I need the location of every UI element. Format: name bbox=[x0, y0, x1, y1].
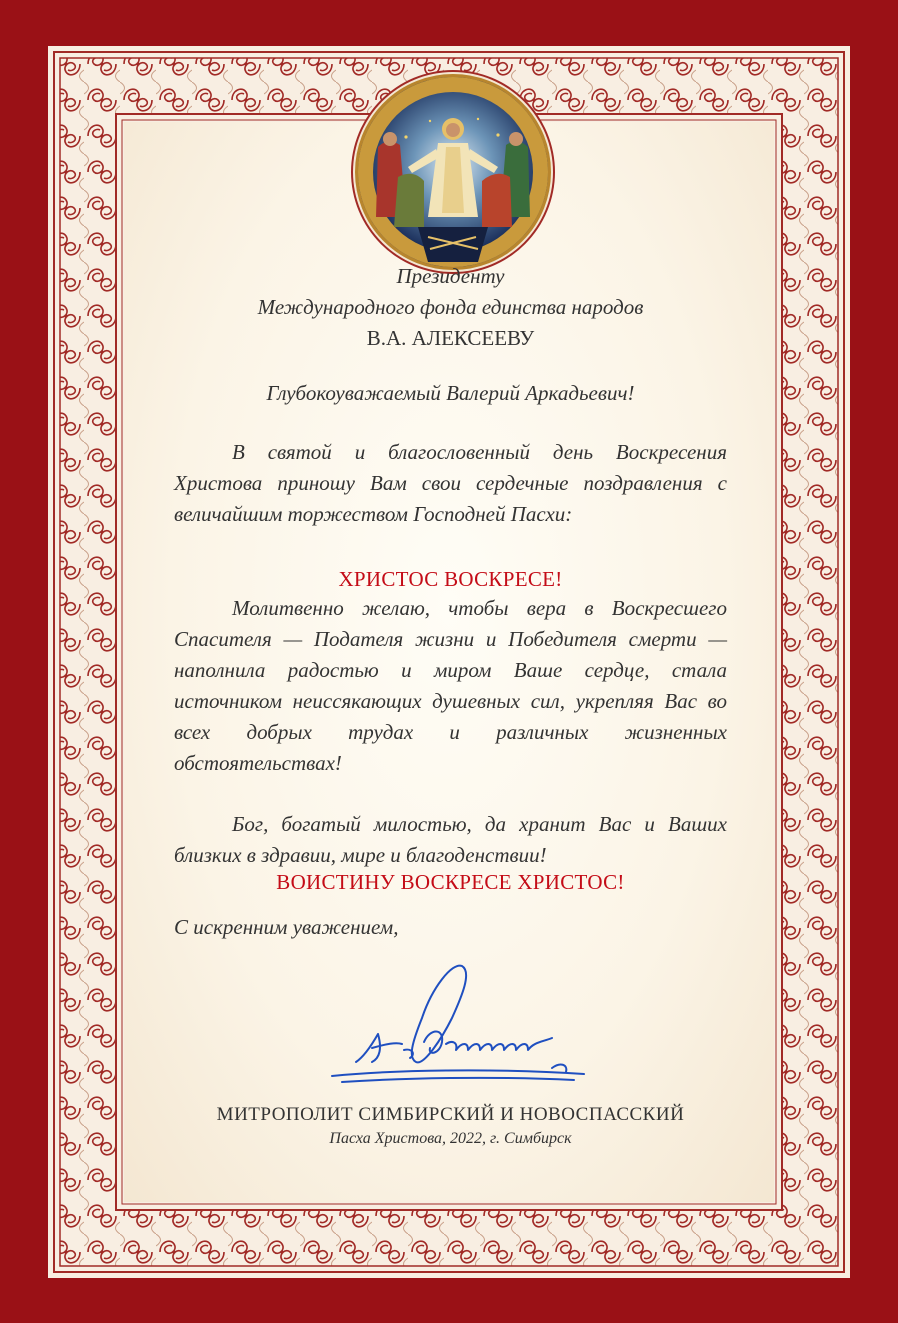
addressee-line2: Международного фонда единства народов bbox=[257, 295, 644, 319]
addressee-name: В.А. АЛЕКСЕЕВУ bbox=[366, 326, 535, 350]
exclamation-truly-risen: ВОИСТИНУ ВОСКРЕСЕ ХРИСТОС! bbox=[276, 870, 625, 894]
exclamation-christ-is-risen: ХРИСТОС ВОСКРЕСЕ! bbox=[338, 567, 563, 591]
paragraph-2: Молитвенно желаю, чтобы вера в Воскресшего Спасителя — Подателя жизни и Победителя смерти — наполнила радостью и миром Ваше сердце, стала источником неиссякающих душевных сил, укрепляя Вас во всех добрых трудах и различных жизненных обстоятельствах! bbox=[174, 596, 727, 775]
paragraph-3: Бог, богатый милостью, да хранит Вас и Ваших близких в здравии, мире и благоденствии! bbox=[174, 812, 727, 867]
signer-title: МИТРОПОЛИТ СИМБИРСКИЙ И НОВОСПАССКИЙ bbox=[216, 1104, 685, 1125]
resurrection-icon bbox=[355, 74, 551, 270]
salutation: Глубокоуважаемый Валерий Аркадьевич! bbox=[266, 381, 635, 405]
paragraph-1: В святой и благословенный день Воскресения Христова приношу Вам свои сердечные поздравления с величайшим торжеством Господней Пасхи: bbox=[174, 440, 727, 526]
signer-place-date: Пасха Христова, 2022, г. Симбирск bbox=[329, 1130, 572, 1147]
signature-mark bbox=[312, 958, 592, 1098]
addressee-block bbox=[174, 261, 727, 354]
addressee-line1: Президенту bbox=[396, 264, 505, 288]
closing-line: С искренним уважением, bbox=[174, 915, 399, 939]
